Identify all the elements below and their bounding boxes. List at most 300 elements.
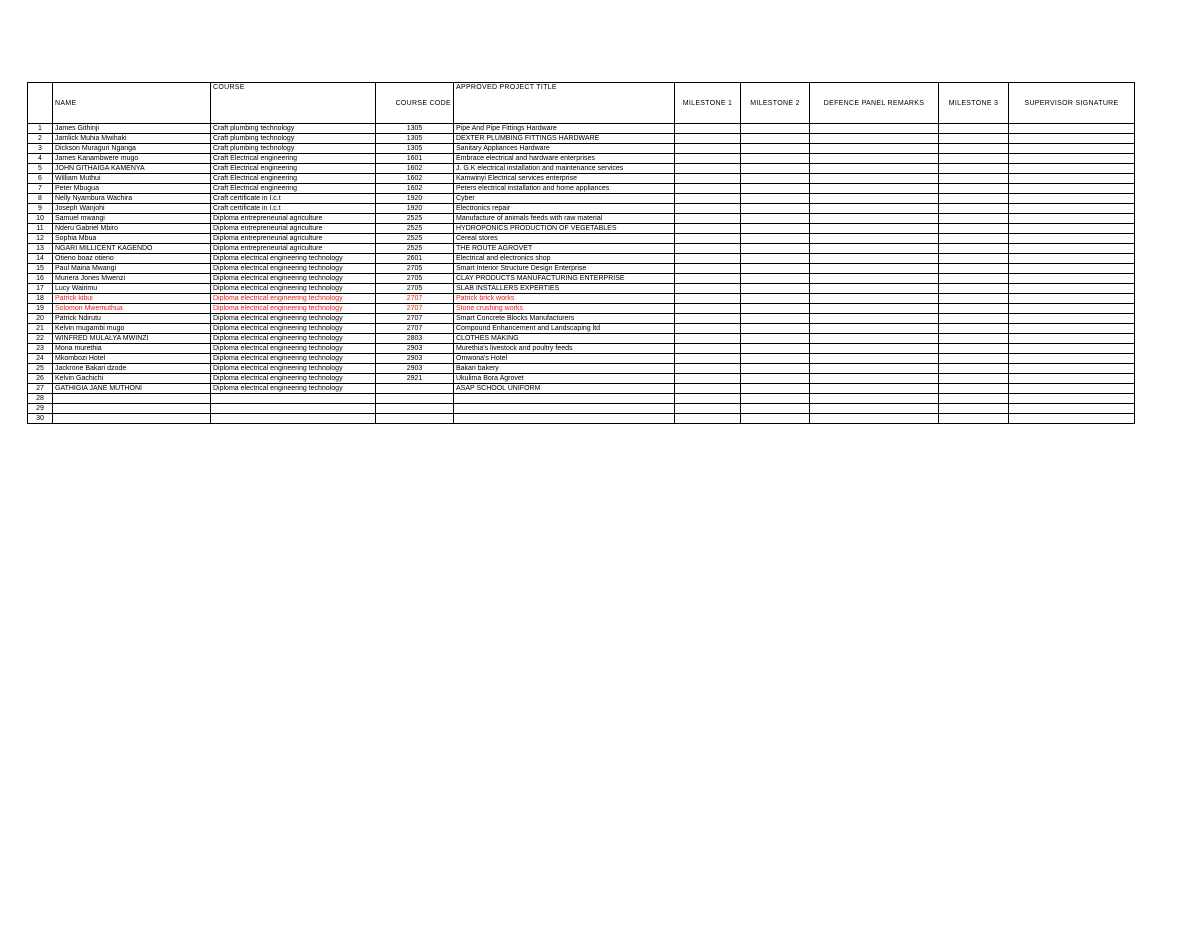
supervisor-signature-cell xyxy=(1009,314,1135,324)
defence-remarks-cell xyxy=(810,274,939,284)
project-title-cell: SLAB INSTALLERS EXPERTIES xyxy=(454,284,675,294)
milestone-1-cell xyxy=(675,354,741,364)
course-code-cell: 2525 xyxy=(376,234,454,244)
row-number-cell: 9 xyxy=(28,204,53,214)
milestone-3-cell xyxy=(939,264,1009,274)
table-row xyxy=(28,394,1135,404)
course-cell xyxy=(211,394,376,404)
student-name-cell: James Githinji xyxy=(53,124,211,134)
supervisor-signature-cell xyxy=(1009,244,1135,254)
course-code-cell: 2707 xyxy=(376,314,454,324)
header-course-code: COURSE CODE xyxy=(376,83,454,124)
course-code-cell: 2705 xyxy=(376,274,454,284)
milestone-3-cell xyxy=(939,174,1009,184)
course-code-cell xyxy=(376,384,454,394)
row-number-cell: 21 xyxy=(28,324,53,334)
project-title-cell: Omwona's Hotel xyxy=(454,354,675,364)
row-number-cell: 28 xyxy=(28,394,53,404)
course-cell: Diploma electrical engineering technology xyxy=(211,384,376,394)
supervisor-signature-cell xyxy=(1009,284,1135,294)
milestone-1-cell xyxy=(675,274,741,284)
project-title-cell: Compound Enhancement and Landscaping ltd xyxy=(454,324,675,334)
milestone-2-cell xyxy=(741,164,810,174)
supervisor-signature-cell xyxy=(1009,404,1135,414)
defence-remarks-cell xyxy=(810,234,939,244)
milestone-3-cell xyxy=(939,124,1009,134)
course-code-cell: 2705 xyxy=(376,284,454,294)
row-number-cell: 17 xyxy=(28,284,53,294)
milestone-1-cell xyxy=(675,284,741,294)
defence-remarks-cell xyxy=(810,204,939,214)
student-name-cell: JOHN GITHAIGA KAMENYA xyxy=(53,164,211,174)
project-title-cell: J. G.K electrical installation and maintenance services xyxy=(454,164,675,174)
milestone-1-cell xyxy=(675,264,741,274)
student-name-cell: Muriera Jones Mwenzi xyxy=(53,274,211,284)
table-row xyxy=(28,184,1135,194)
table-row xyxy=(28,154,1135,164)
milestone-2-cell xyxy=(741,414,810,424)
row-number-cell: 12 xyxy=(28,234,53,244)
header-milestone-3: MILESTONE 3 xyxy=(939,83,1009,124)
header-approved-project-title xyxy=(454,83,675,124)
student-name-cell: Kelvin Gachichi xyxy=(53,374,211,384)
project-title-cell: Smart Concrete Blocks Manufacturers xyxy=(454,314,675,324)
milestone-2-cell xyxy=(741,404,810,414)
table-row xyxy=(28,244,1135,254)
milestone-1-cell xyxy=(675,224,741,234)
student-name-cell: Sophia Mbua xyxy=(53,234,211,244)
defence-remarks-cell xyxy=(810,284,939,294)
defence-remarks-cell xyxy=(810,304,939,314)
milestone-1-cell xyxy=(675,214,741,224)
defence-remarks-cell xyxy=(810,354,939,364)
course-cell: Craft plumbing technology xyxy=(211,134,376,144)
defence-remarks-cell xyxy=(810,394,939,404)
defence-remarks-cell xyxy=(810,154,939,164)
table-row xyxy=(28,134,1135,144)
milestone-1-cell xyxy=(675,404,741,414)
milestone-1-cell xyxy=(675,294,741,304)
milestone-1-cell xyxy=(675,364,741,374)
defence-remarks-cell xyxy=(810,324,939,334)
project-title-cell: Cyber xyxy=(454,194,675,204)
header-milestone-1: MILESTONE 1 xyxy=(675,83,741,124)
header-defence-panel-remarks: DEFENCE PANEL REMARKS xyxy=(810,83,939,124)
row-number-cell: 1 xyxy=(28,124,53,134)
course-code-cell xyxy=(376,394,454,404)
course-code-cell: 1602 xyxy=(376,164,454,174)
project-title-cell: Embrace electrical and hardware enterprises xyxy=(454,154,675,164)
supervisor-signature-cell xyxy=(1009,344,1135,354)
milestone-1-cell xyxy=(675,334,741,344)
row-number-cell: 4 xyxy=(28,154,53,164)
table-row xyxy=(28,174,1135,184)
project-title-cell: DEXTER PLUMBING FITTINGS HARDWARE xyxy=(454,134,675,144)
project-title-cell: Bakari bakery xyxy=(454,364,675,374)
milestone-2-cell xyxy=(741,174,810,184)
milestone-1-cell xyxy=(675,204,741,214)
row-number-cell: 26 xyxy=(28,374,53,384)
defence-remarks-cell xyxy=(810,364,939,374)
course-cell: Diploma entrepreneurial agriculture xyxy=(211,234,376,244)
project-title-cell: Smart Interior Structure Design Enterprise xyxy=(454,264,675,274)
defence-remarks-cell xyxy=(810,124,939,134)
table-row xyxy=(28,224,1135,234)
course-code-cell: 1920 xyxy=(376,204,454,214)
defence-remarks-cell xyxy=(810,294,939,304)
student-name-cell: Kelvin mugambi mugo xyxy=(53,324,211,334)
milestone-3-cell xyxy=(939,134,1009,144)
header-milestone-2: MILESTONE 2 xyxy=(741,83,810,124)
milestone-3-cell xyxy=(939,244,1009,254)
table-row xyxy=(28,334,1135,344)
course-cell: Diploma electrical engineering technology xyxy=(211,334,376,344)
course-code-cell: 2707 xyxy=(376,324,454,334)
defence-remarks-cell xyxy=(810,264,939,274)
supervisor-signature-cell xyxy=(1009,174,1135,184)
course-code-cell: 2903 xyxy=(376,344,454,354)
student-name-cell: Samuel mwangi xyxy=(53,214,211,224)
milestone-3-cell xyxy=(939,344,1009,354)
milestone-3-cell xyxy=(939,284,1009,294)
milestone-3-cell xyxy=(939,354,1009,364)
milestone-1-cell xyxy=(675,194,741,204)
milestone-2-cell xyxy=(741,304,810,314)
supervisor-signature-cell xyxy=(1009,194,1135,204)
table-row xyxy=(28,404,1135,414)
defence-remarks-cell xyxy=(810,404,939,414)
milestone-1-cell xyxy=(675,394,741,404)
course-code-cell: 1920 xyxy=(376,194,454,204)
milestone-2-cell xyxy=(741,224,810,234)
course-cell: Diploma electrical engineering technology xyxy=(211,314,376,324)
project-title-cell: Pipe And Pipe Fittings Hardware xyxy=(454,124,675,134)
milestone-2-cell xyxy=(741,274,810,284)
supervisor-signature-cell xyxy=(1009,214,1135,224)
supervisor-signature-cell xyxy=(1009,224,1135,234)
milestone-3-cell xyxy=(939,314,1009,324)
course-code-cell: 2707 xyxy=(376,294,454,304)
course-code-cell: 2525 xyxy=(376,224,454,234)
course-code-cell: 1602 xyxy=(376,184,454,194)
milestone-3-cell xyxy=(939,364,1009,374)
student-name-cell: Jamlick Muhia Mwihaki xyxy=(53,134,211,144)
milestone-1-cell xyxy=(675,414,741,424)
defence-remarks-cell xyxy=(810,214,939,224)
defence-remarks-cell xyxy=(810,314,939,324)
table-row xyxy=(28,384,1135,394)
table-row xyxy=(28,214,1135,224)
milestone-2-cell xyxy=(741,384,810,394)
row-number-cell: 7 xyxy=(28,184,53,194)
student-name-cell: Jackrone Bakari dzode xyxy=(53,364,211,374)
row-number-cell: 15 xyxy=(28,264,53,274)
defence-remarks-cell xyxy=(810,244,939,254)
student-name-cell: Mkombozi Hotel xyxy=(53,354,211,364)
milestone-2-cell xyxy=(741,264,810,274)
course-cell: Craft Electrical engineering xyxy=(211,174,376,184)
row-number-cell: 22 xyxy=(28,334,53,344)
table-row xyxy=(28,254,1135,264)
course-cell: Diploma electrical engineering technology xyxy=(211,304,376,314)
supervisor-signature-cell xyxy=(1009,204,1135,214)
defence-remarks-cell xyxy=(810,224,939,234)
table-row xyxy=(28,304,1135,314)
project-title-cell: HYDROPONICS PRODUCTION OF VEGETABLES xyxy=(454,224,675,234)
table-row xyxy=(28,124,1135,134)
milestone-3-cell xyxy=(939,154,1009,164)
row-number-cell: 11 xyxy=(28,224,53,234)
project-title-cell xyxy=(454,414,675,424)
table-row xyxy=(28,234,1135,244)
milestone-2-cell xyxy=(741,234,810,244)
course-cell: Craft certificate in I.c.t xyxy=(211,204,376,214)
project-title-cell: Manufacture of animals feeds with raw material xyxy=(454,214,675,224)
defence-remarks-cell xyxy=(810,374,939,384)
row-number-cell: 2 xyxy=(28,134,53,144)
milestone-1-cell xyxy=(675,314,741,324)
row-number-cell: 24 xyxy=(28,354,53,364)
supervisor-signature-cell xyxy=(1009,364,1135,374)
header-title-label: APPROVED PROJECT TITLE xyxy=(456,84,557,91)
student-name-cell: Nelly Nyambura Wachira xyxy=(53,194,211,204)
project-title-cell: Sanitary Appliances Hardware xyxy=(454,144,675,154)
student-name-cell: Patrick kibui xyxy=(53,294,211,304)
header-number xyxy=(28,83,53,124)
table-body xyxy=(28,124,1135,424)
course-code-cell: 2903 xyxy=(376,364,454,374)
course-cell: Craft plumbing technology xyxy=(211,124,376,134)
course-code-cell: 1305 xyxy=(376,134,454,144)
milestone-1-cell xyxy=(675,374,741,384)
milestone-2-cell xyxy=(741,144,810,154)
defence-remarks-cell xyxy=(810,134,939,144)
project-title-cell: Cereal stores xyxy=(454,234,675,244)
milestone-3-cell xyxy=(939,414,1009,424)
header-row xyxy=(28,83,1135,124)
milestone-3-cell xyxy=(939,144,1009,154)
project-title-cell: Murethia's livestock and poultry feeds xyxy=(454,344,675,354)
student-name-cell: Otieno boaz otieno xyxy=(53,254,211,264)
project-title-cell: ASAP SCHOOL UNIFORM xyxy=(454,384,675,394)
student-name-cell: Joseph Wanjohi xyxy=(53,204,211,214)
student-name-cell: Paul Maina Mwangi xyxy=(53,264,211,274)
milestone-3-cell xyxy=(939,384,1009,394)
milestone-3-cell xyxy=(939,194,1009,204)
row-number-cell: 20 xyxy=(28,314,53,324)
supervisor-signature-cell xyxy=(1009,234,1135,244)
defence-remarks-cell xyxy=(810,184,939,194)
table-row xyxy=(28,204,1135,214)
defence-remarks-cell xyxy=(810,174,939,184)
student-name-cell: NGARI MILLICENT KAGENDO xyxy=(53,244,211,254)
student-name-cell: Peter Mbugua xyxy=(53,184,211,194)
milestone-1-cell xyxy=(675,154,741,164)
header-course-label: COURSE xyxy=(213,84,245,91)
table-row xyxy=(28,294,1135,304)
student-name-cell xyxy=(53,394,211,404)
supervisor-signature-cell xyxy=(1009,254,1135,264)
course-code-cell xyxy=(376,404,454,414)
supervisor-signature-cell xyxy=(1009,384,1135,394)
course-code-cell xyxy=(376,414,454,424)
course-code-cell: 1305 xyxy=(376,124,454,134)
student-name-cell: Nderu Gabriel Mbiro xyxy=(53,224,211,234)
student-name-cell: GATHIGIA JANE MUTHONI xyxy=(53,384,211,394)
milestone-3-cell xyxy=(939,224,1009,234)
milestone-2-cell xyxy=(741,194,810,204)
milestone-3-cell xyxy=(939,274,1009,284)
row-number-cell: 27 xyxy=(28,384,53,394)
course-code-cell: 2525 xyxy=(376,244,454,254)
milestone-1-cell xyxy=(675,124,741,134)
supervisor-signature-cell xyxy=(1009,394,1135,404)
supervisor-signature-cell xyxy=(1009,124,1135,134)
row-number-cell: 8 xyxy=(28,194,53,204)
project-title-cell: Patrick brick works xyxy=(454,294,675,304)
milestone-3-cell xyxy=(939,234,1009,244)
project-title-cell: Electronics repair xyxy=(454,204,675,214)
row-number-cell: 5 xyxy=(28,164,53,174)
supervisor-signature-cell xyxy=(1009,144,1135,154)
milestone-1-cell xyxy=(675,244,741,254)
course-code-cell: 2525 xyxy=(376,214,454,224)
row-number-cell: 18 xyxy=(28,294,53,304)
row-number-cell: 29 xyxy=(28,404,53,414)
course-code-cell: 2705 xyxy=(376,264,454,274)
project-title-cell: CLAY PRODUCTS MANUFACTURING ENTERPRISE xyxy=(454,274,675,284)
course-cell: Craft Electrical engineering xyxy=(211,184,376,194)
row-number-cell: 25 xyxy=(28,364,53,374)
course-cell: Diploma electrical engineering technology xyxy=(211,374,376,384)
milestone-2-cell xyxy=(741,214,810,224)
supervisor-signature-cell xyxy=(1009,154,1135,164)
milestone-3-cell xyxy=(939,164,1009,174)
supervisor-signature-cell xyxy=(1009,354,1135,364)
course-cell: Diploma electrical engineering technology xyxy=(211,344,376,354)
row-number-cell: 19 xyxy=(28,304,53,314)
supervisor-signature-cell xyxy=(1009,334,1135,344)
milestone-2-cell xyxy=(741,314,810,324)
milestone-3-cell xyxy=(939,374,1009,384)
milestone-1-cell xyxy=(675,254,741,264)
header-supervisor-signature: SUPERVISOR SIGNATURE xyxy=(1009,83,1135,124)
milestone-3-cell xyxy=(939,294,1009,304)
course-cell: Diploma entrepreneurial agriculture xyxy=(211,214,376,224)
course-cell: Craft certificate in I.c.t xyxy=(211,194,376,204)
course-code-cell: 2921 xyxy=(376,374,454,384)
table-row xyxy=(28,324,1135,334)
row-number-cell: 23 xyxy=(28,344,53,354)
milestone-1-cell xyxy=(675,164,741,174)
course-cell: Diploma electrical engineering technology xyxy=(211,364,376,374)
milestone-3-cell xyxy=(939,324,1009,334)
project-title-cell: Ukulima Bora Agrovet xyxy=(454,374,675,384)
student-name-cell xyxy=(53,414,211,424)
supervisor-signature-cell xyxy=(1009,134,1135,144)
milestone-3-cell xyxy=(939,394,1009,404)
supervisor-signature-cell xyxy=(1009,294,1135,304)
defence-remarks-cell xyxy=(810,334,939,344)
milestone-3-cell xyxy=(939,404,1009,414)
project-title-cell: Stone crushing works xyxy=(454,304,675,314)
defence-remarks-cell xyxy=(810,164,939,174)
milestone-2-cell xyxy=(741,374,810,384)
course-code-cell: 1305 xyxy=(376,144,454,154)
table-row xyxy=(28,374,1135,384)
student-name-cell: Dickson Muraguri Nganga xyxy=(53,144,211,154)
course-cell: Diploma electrical engineering technology xyxy=(211,284,376,294)
milestone-2-cell xyxy=(741,344,810,354)
table-row xyxy=(28,414,1135,424)
course-code-cell: 1601 xyxy=(376,154,454,164)
defence-remarks-cell xyxy=(810,144,939,154)
table-row xyxy=(28,364,1135,374)
course-cell: Diploma entrepreneurial agriculture xyxy=(211,224,376,234)
milestone-1-cell xyxy=(675,184,741,194)
milestone-1-cell xyxy=(675,134,741,144)
course-cell: Diploma electrical engineering technology xyxy=(211,254,376,264)
milestone-2-cell xyxy=(741,334,810,344)
project-register-table xyxy=(27,82,1135,424)
milestone-2-cell xyxy=(741,254,810,264)
course-code-cell: 2601 xyxy=(376,254,454,264)
project-title-cell xyxy=(454,404,675,414)
supervisor-signature-cell xyxy=(1009,324,1135,334)
row-number-cell: 6 xyxy=(28,174,53,184)
project-title-cell: CLOTHES MAKING xyxy=(454,334,675,344)
table-row xyxy=(28,164,1135,174)
row-number-cell: 3 xyxy=(28,144,53,154)
defence-remarks-cell xyxy=(810,384,939,394)
defence-remarks-cell xyxy=(810,194,939,204)
student-name-cell: Mona murethia xyxy=(53,344,211,354)
supervisor-signature-cell xyxy=(1009,374,1135,384)
milestone-2-cell xyxy=(741,394,810,404)
milestone-2-cell xyxy=(741,324,810,334)
course-code-cell: 2803 xyxy=(376,334,454,344)
milestone-3-cell xyxy=(939,334,1009,344)
project-title-cell xyxy=(454,394,675,404)
student-name-cell xyxy=(53,404,211,414)
table-row xyxy=(28,194,1135,204)
project-title-cell: THE ROUTE AGROVET xyxy=(454,244,675,254)
project-title-cell: Electrical and electronics shop xyxy=(454,254,675,264)
milestone-1-cell xyxy=(675,144,741,154)
milestone-2-cell xyxy=(741,284,810,294)
milestone-3-cell xyxy=(939,184,1009,194)
milestone-1-cell xyxy=(675,384,741,394)
defence-remarks-cell xyxy=(810,344,939,354)
table-row xyxy=(28,344,1135,354)
project-title-cell: Peters electrical installation and home appliances xyxy=(454,184,675,194)
course-code-cell: 2903 xyxy=(376,354,454,364)
row-number-cell: 30 xyxy=(28,414,53,424)
milestone-1-cell xyxy=(675,304,741,314)
supervisor-signature-cell xyxy=(1009,304,1135,314)
table-row xyxy=(28,264,1135,274)
course-cell: Diploma electrical engineering technology xyxy=(211,274,376,284)
milestone-1-cell xyxy=(675,344,741,354)
milestone-3-cell xyxy=(939,304,1009,314)
milestone-1-cell xyxy=(675,234,741,244)
supervisor-signature-cell xyxy=(1009,274,1135,284)
milestone-1-cell xyxy=(675,174,741,184)
course-cell: Craft plumbing technology xyxy=(211,144,376,154)
table-row xyxy=(28,274,1135,284)
student-name-cell: Lucy Wairimu xyxy=(53,284,211,294)
course-cell: Diploma electrical engineering technology xyxy=(211,294,376,304)
